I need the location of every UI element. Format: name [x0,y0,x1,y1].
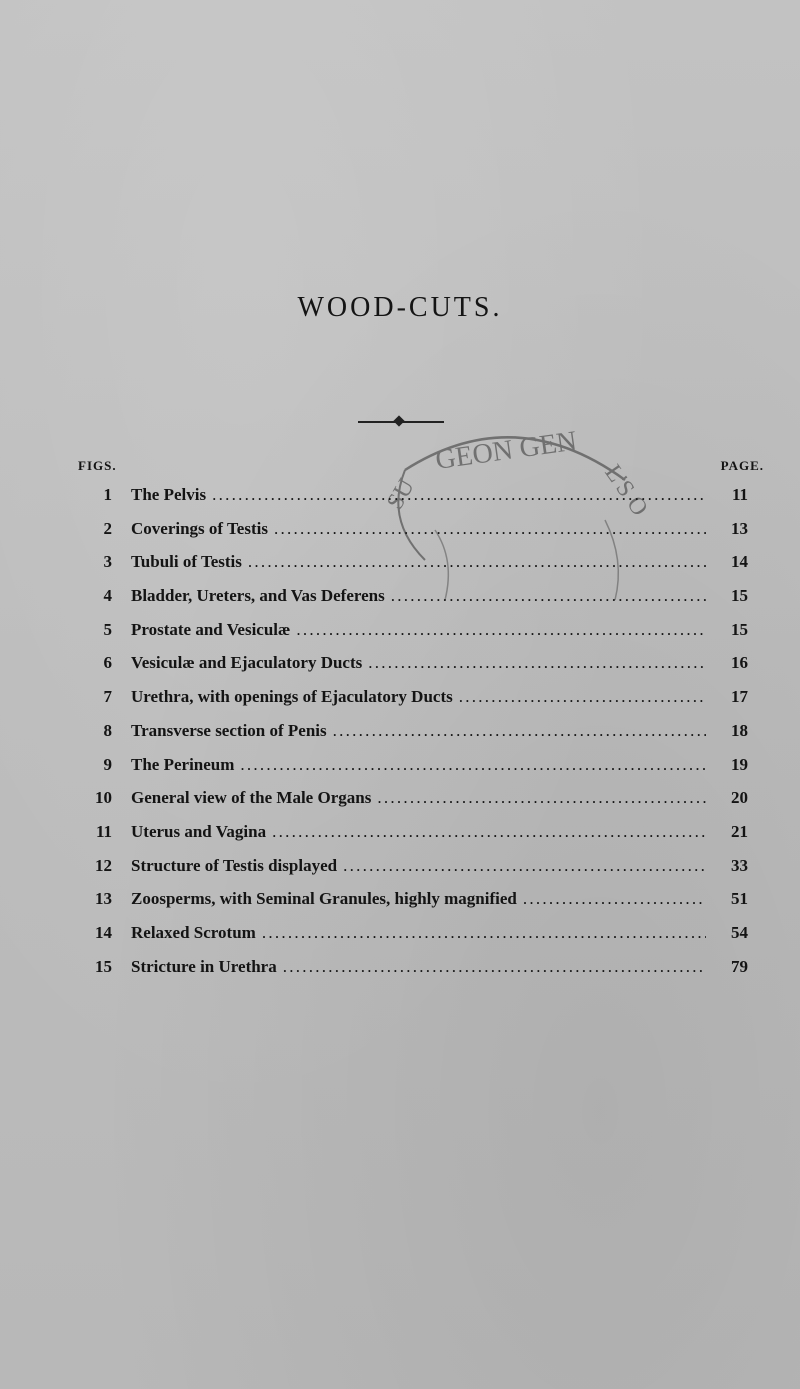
list-item [78,815,768,849]
figure-title: Prostate and Vesiculæ . . . [131,613,706,647]
page-column-header: PAGE. [720,458,764,473]
page-number: 16 [731,653,748,673]
page-number: 17 [731,687,748,707]
page-number: 19 [731,754,748,774]
page-number: 11 [731,485,748,504]
figure-title: Bladder, Ureters, and Vas Deferens . . . [131,579,706,613]
list-item [78,545,768,579]
svg-text:GEON GEN: GEON GEN [433,425,579,476]
figure-number: 10 [95,788,112,808]
list-item [78,849,768,883]
list-item [78,781,768,815]
list-item [78,579,768,613]
page-number: 15 [731,619,748,639]
figure-number: 1 [103,485,112,504]
figure-number: 4 [103,586,112,606]
svg-text:L'S O: L'S O [599,460,653,521]
figure-number: 5 [103,619,112,639]
figure-title: The Pelvis . . . [131,478,706,512]
rule-diamond-ornament [393,415,404,426]
figure-number: 3 [103,552,112,572]
figure-number: 6 [103,653,112,673]
figure-title: The Perineum . . . [131,748,706,782]
list-item [78,748,768,782]
list-item [78,478,768,512]
list-item [78,916,768,950]
figure-title: Zoosperms, with Seminal Granules, highly magnified . . . [131,882,706,916]
page-number: 79 [731,956,748,976]
page-number: 20 [731,788,748,808]
figure-number: 12 [95,855,112,875]
list-item [78,646,768,680]
page-number: 54 [731,922,748,942]
list-item [78,512,768,546]
figure-title: Tubuli of Testis . . . [131,545,706,579]
figure-number: 8 [103,720,112,740]
page-number: 21 [731,821,748,841]
page-number: 15 [731,586,748,606]
figure-number: 14 [95,922,112,942]
figure-title: Coverings of Testis . . . [131,512,706,546]
figure-title: Stricture in Urethra . . . [131,950,706,984]
svg-text:SU: SU [382,474,420,515]
page-number: 13 [731,518,748,538]
page-number: 18 [731,720,748,740]
list-item [78,613,768,647]
figure-title: Urethra, with openings of Ejaculatory Ducts . . . [131,680,706,714]
figure-number: 7 [103,687,112,707]
page-number: 14 [731,552,748,572]
list-item [78,950,768,984]
figure-title: Uterus and Vagina . . . [131,815,706,849]
figure-number: 2 [103,518,112,538]
figure-number: 13 [95,889,112,909]
page-number: 33 [731,855,748,875]
figure-number: 15 [95,956,112,976]
figure-number: 11 [95,821,112,841]
figure-title: Transverse section of Penis . . . [131,714,706,748]
figure-list [78,478,768,983]
figure-title: Relaxed Scrotum . . . [131,916,706,950]
list-item [78,680,768,714]
figure-title: Structure of Testis displayed . . . [131,849,706,883]
figure-number: 9 [103,754,112,774]
list-item [78,882,768,916]
list-item [78,714,768,748]
page-number: 51 [731,889,748,909]
figs-column-header: FIGS. [78,458,117,473]
figure-title: General view of the Male Organs . . . [131,781,706,815]
figure-title: Vesiculæ and Ejaculatory Ducts . . . [131,646,706,680]
page-title: WOOD-CUTS. [297,292,503,323]
